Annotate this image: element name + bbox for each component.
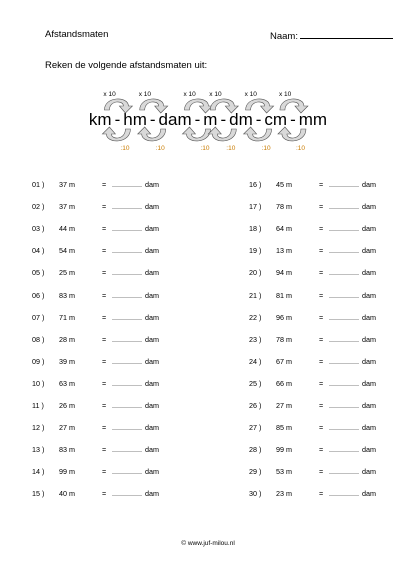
answer-blank[interactable]: ...............	[329, 356, 359, 366]
equals-sign: =	[102, 445, 107, 455]
exercise-number: 19 )	[249, 246, 262, 256]
answer-blank[interactable]: ...............	[112, 378, 142, 388]
exercise-number: 26 )	[249, 401, 262, 410]
exercise-number: 07 )	[32, 312, 45, 322]
exercise-row	[249, 489, 389, 499]
equals-sign: =	[102, 356, 107, 366]
answer-blank[interactable]: ...............	[329, 268, 359, 278]
exercise-row	[32, 379, 172, 389]
answer-blank[interactable]: ...............	[329, 246, 359, 256]
target-unit: dam	[362, 334, 376, 344]
exercise-number: 27 )	[249, 423, 262, 433]
exercise-number: 20 )	[249, 268, 262, 278]
equals-sign: =	[102, 423, 107, 433]
footer-credit: © www.juf-milou.nl	[181, 540, 235, 547]
exercise-row	[32, 180, 172, 190]
divide-label: :10	[226, 145, 236, 152]
target-unit: dam	[362, 202, 376, 212]
equals-sign: =	[102, 290, 107, 300]
unit-separator: -	[114, 110, 121, 129]
divide-label: :10	[295, 145, 305, 152]
exercise-value: 27 m	[276, 401, 292, 410]
answer-blank[interactable]: ...............	[112, 246, 142, 256]
target-unit: dam	[145, 268, 159, 278]
unit-hm: hm	[123, 110, 147, 129]
target-unit: dam	[145, 423, 159, 433]
answer-blank[interactable]: ...............	[329, 224, 359, 234]
target-unit: dam	[362, 378, 376, 388]
exercise-number: 25 )	[249, 378, 262, 388]
unit-km: km	[88, 110, 112, 129]
exercise-number: 02 )	[32, 202, 45, 212]
exercise-row	[249, 268, 389, 278]
equals-sign: =	[319, 290, 324, 300]
target-unit: dam	[362, 489, 376, 499]
answer-blank[interactable]: ...............	[329, 489, 359, 499]
answer-blank[interactable]: ...............	[112, 312, 142, 322]
exercise-row	[32, 291, 172, 301]
exercise-value: 40 m	[59, 489, 75, 499]
target-unit: dam	[362, 401, 376, 410]
equals-sign: =	[319, 312, 324, 322]
exercise-number: 04 )	[32, 246, 45, 256]
exercise-row	[249, 445, 389, 455]
exercise-value: 99 m	[59, 467, 75, 477]
exercise-row	[249, 180, 389, 190]
divide-arrow-icon	[278, 127, 306, 141]
unit-separator: -	[149, 110, 156, 129]
exercise-number: 18 )	[249, 224, 262, 234]
exercise-number: 16 )	[249, 180, 262, 189]
exercise-value: 96 m	[276, 312, 292, 322]
unit-mm: mm	[298, 110, 328, 129]
exercise-number: 08 )	[32, 334, 45, 344]
equals-sign: =	[319, 356, 324, 366]
target-unit: dam	[145, 334, 159, 344]
exercise-number: 10 )	[32, 378, 45, 388]
exercise-row	[32, 489, 172, 499]
exercise-row	[32, 224, 172, 234]
answer-blank[interactable]: ...............	[329, 423, 359, 433]
target-unit: dam	[362, 224, 376, 234]
target-unit: dam	[362, 180, 376, 189]
target-unit: dam	[145, 246, 159, 256]
unit-conversion-chain	[0, 88, 416, 158]
answer-blank[interactable]: ...............	[112, 202, 142, 212]
exercise-row	[32, 268, 172, 278]
equals-sign: =	[102, 378, 107, 388]
equals-sign: =	[102, 467, 107, 477]
name-label: Naam:	[270, 31, 298, 42]
exercise-number: 28 )	[249, 445, 262, 455]
target-unit: dam	[362, 290, 376, 300]
exercise-number: 09 )	[32, 356, 45, 366]
exercise-row	[249, 379, 389, 389]
target-unit: dam	[362, 467, 376, 477]
unit-dam: dam	[158, 110, 192, 129]
exercise-value: 27 m	[59, 423, 75, 433]
answer-blank[interactable]: ...............	[329, 401, 359, 410]
answer-blank[interactable]: ...............	[112, 224, 142, 234]
target-unit: dam	[362, 356, 376, 366]
equals-sign: =	[319, 334, 324, 344]
target-unit: dam	[362, 423, 376, 433]
divide-arrow-icon	[244, 127, 272, 141]
answer-blank[interactable]: ...............	[112, 401, 142, 410]
target-unit: dam	[362, 246, 376, 256]
exercise-number: 14 )	[32, 467, 45, 477]
exercise-row	[249, 202, 389, 212]
exercise-number: 17 )	[249, 202, 262, 212]
answer-blank[interactable]: ...............	[329, 202, 359, 212]
exercise-number: 11 )	[32, 401, 44, 410]
target-unit: dam	[145, 290, 159, 300]
exercise-value: 26 m	[59, 401, 75, 410]
exercise-value: 71 m	[59, 312, 75, 322]
exercise-row	[32, 423, 172, 433]
exercise-number: 22 )	[249, 312, 262, 322]
exercise-value: 67 m	[276, 356, 292, 366]
exercise-number: 23 )	[249, 334, 262, 344]
target-unit: dam	[145, 180, 159, 189]
exercise-value: 63 m	[59, 378, 75, 388]
equals-sign: =	[319, 180, 324, 189]
exercise-row	[32, 401, 172, 411]
unit-m: m	[203, 110, 218, 129]
exercise-value: 37 m	[59, 180, 75, 189]
divide-label: :10	[261, 145, 271, 152]
equals-sign: =	[319, 378, 324, 388]
exercise-row	[32, 246, 172, 256]
instruction-text: Reken de volgende afstandsmaten uit:	[45, 60, 208, 71]
exercise-value: 44 m	[59, 224, 75, 234]
exercise-row	[32, 467, 172, 477]
unit-dm: dm	[229, 110, 253, 129]
multiply-label: x 10	[103, 91, 116, 98]
equals-sign: =	[319, 423, 324, 433]
answer-blank[interactable]: ...............	[329, 312, 359, 322]
multiply-label: x 10	[244, 91, 257, 98]
exercise-row	[249, 224, 389, 234]
unit-separator: -	[194, 110, 201, 129]
exercise-number: 01 )	[32, 180, 45, 189]
equals-sign: =	[319, 202, 324, 212]
exercise-value: 13 m	[276, 246, 292, 256]
exercise-value: 78 m	[276, 334, 292, 344]
exercise-value: 28 m	[59, 334, 75, 344]
exercise-value: 53 m	[276, 467, 292, 477]
unit-cm: cm	[264, 110, 288, 129]
exercise-row	[249, 291, 389, 301]
exercise-value: 85 m	[276, 423, 292, 433]
target-unit: dam	[145, 378, 159, 388]
target-unit: dam	[145, 445, 159, 455]
equals-sign: =	[319, 445, 324, 455]
divide-label: :10	[155, 145, 165, 152]
exercise-row	[249, 467, 389, 477]
answer-blank[interactable]: ...............	[329, 467, 359, 477]
exercise-number: 24 )	[249, 356, 262, 366]
exercise-value: 78 m	[276, 202, 292, 212]
exercise-number: 13 )	[32, 445, 45, 455]
equals-sign: =	[319, 268, 324, 278]
target-unit: dam	[362, 445, 376, 455]
answer-blank[interactable]: ...............	[329, 378, 359, 388]
answer-blank[interactable]: ...............	[112, 423, 142, 433]
exercise-row	[249, 335, 389, 345]
multiply-label: x 10	[138, 91, 151, 98]
exercise-value: 66 m	[276, 378, 292, 388]
target-unit: dam	[145, 401, 159, 410]
exercise-value: 25 m	[59, 268, 75, 278]
divide-label: :10	[200, 145, 210, 152]
exercise-value: 83 m	[59, 445, 75, 455]
equals-sign: =	[102, 180, 107, 189]
equals-sign: =	[102, 246, 107, 256]
unit-separator: -	[290, 110, 296, 129]
exercise-row	[32, 313, 172, 323]
exercise-value: 37 m	[59, 202, 75, 212]
equals-sign: =	[102, 334, 107, 344]
exercise-row	[32, 357, 172, 367]
equals-sign: =	[102, 401, 107, 410]
exercise-row	[32, 335, 172, 345]
answer-blank[interactable]: ...............	[112, 268, 142, 278]
target-unit: dam	[145, 489, 159, 499]
unit-separator: -	[255, 110, 262, 129]
unit-separator: -	[220, 110, 227, 129]
divide-label: :10	[120, 145, 130, 152]
exercise-number: 12 )	[32, 423, 45, 433]
equals-sign: =	[102, 268, 107, 278]
multiply-label: x 10	[183, 91, 196, 98]
answer-blank[interactable]: ...............	[112, 445, 142, 455]
equals-sign: =	[319, 224, 324, 234]
exercise-row	[249, 401, 389, 411]
equals-sign: =	[319, 489, 324, 499]
answer-blank[interactable]: ...............	[329, 445, 359, 455]
exercise-value: 81 m	[276, 290, 292, 300]
exercise-number: 03 )	[32, 224, 45, 234]
target-unit: dam	[145, 467, 159, 477]
exercise-value: 54 m	[59, 246, 75, 256]
exercise-value: 45 m	[276, 180, 292, 189]
exercise-number: 30 )	[249, 489, 262, 499]
target-unit: dam	[145, 312, 159, 322]
divide-arrow-icon	[182, 127, 210, 141]
exercise-number: 06 )	[32, 290, 45, 300]
exercise-value: 64 m	[276, 224, 292, 234]
target-unit: dam	[362, 312, 376, 322]
answer-blank[interactable]: ...............	[329, 334, 359, 344]
exercise-value: 83 m	[59, 290, 75, 300]
target-unit: dam	[145, 356, 159, 366]
equals-sign: =	[102, 224, 107, 234]
answer-blank[interactable]: ...............	[112, 290, 142, 300]
exercise-value: 99 m	[276, 445, 292, 455]
exercise-value: 23 m	[276, 489, 292, 499]
equals-sign: =	[102, 202, 107, 212]
target-unit: dam	[362, 268, 376, 278]
multiply-label: x 10	[278, 91, 292, 98]
unit-chain-diagram	[0, 88, 416, 158]
divide-arrow-icon	[102, 127, 130, 141]
equals-sign: =	[319, 246, 324, 256]
exercise-row	[249, 423, 389, 433]
exercise-number: 15 )	[32, 489, 45, 499]
target-unit: dam	[145, 224, 159, 234]
multiply-label: x 10	[209, 91, 222, 98]
equals-sign: =	[102, 489, 107, 499]
exercise-row	[32, 445, 172, 455]
exercise-number: 21 )	[249, 290, 262, 300]
equals-sign: =	[102, 312, 107, 322]
exercise-number: 29 )	[249, 467, 262, 477]
exercise-row	[32, 202, 172, 212]
answer-blank[interactable]: ...............	[112, 180, 142, 189]
answer-blank[interactable]: ...............	[112, 489, 142, 499]
equals-sign: =	[319, 401, 324, 410]
exercise-row	[249, 313, 389, 323]
name-field[interactable]	[270, 29, 393, 42]
divide-arrow-icon	[138, 127, 166, 141]
worksheet-title: Afstandsmaten	[45, 29, 109, 40]
equals-sign: =	[319, 467, 324, 477]
exercise-number: 05 )	[32, 268, 45, 278]
answer-blank[interactable]: ...............	[112, 467, 142, 477]
target-unit: dam	[145, 202, 159, 212]
exercise-row	[249, 357, 389, 367]
exercise-value: 39 m	[59, 356, 75, 366]
answer-blank[interactable]: ...............	[112, 356, 142, 366]
answer-blank[interactable]: ...............	[112, 334, 142, 344]
divide-arrow-icon	[208, 127, 236, 141]
name-line[interactable]	[300, 29, 393, 39]
exercise-row	[249, 246, 389, 256]
answer-blank[interactable]: ...............	[329, 180, 359, 189]
exercise-value: 94 m	[276, 268, 292, 278]
answer-blank[interactable]: ...............	[329, 290, 359, 300]
